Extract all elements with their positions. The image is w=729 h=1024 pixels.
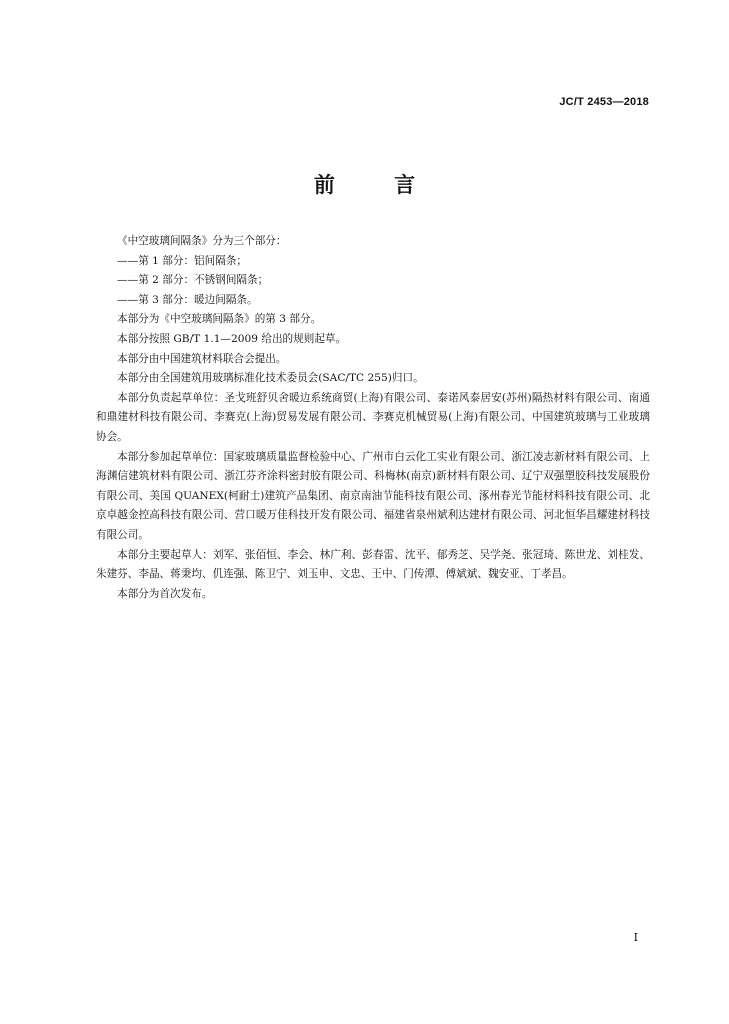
page-title: 前 言 — [313, 173, 442, 197]
paragraph-centralized-by: 本部分由全国建筑用玻璃标准化技术委员会(SAC/TC 255)归口。 — [117, 372, 424, 385]
paragraph-this-part: 本部分为《中空玻璃间隔条》的第 3 部分。 — [117, 313, 322, 326]
paragraph-drafting-rules: 本部分按照 GB/T 1.1—2009 给出的规则起草。 — [117, 332, 347, 345]
paragraph-part-1: ——第 1 部分：铝间隔条； — [117, 254, 248, 267]
paragraph-part-3: ——第 3 部分：暖边间隔条。 — [117, 293, 258, 306]
paragraph-participating-drafters: 本部分参加起草单位：国家玻璃质量监督检验中心、广州市白云化工实业有限公司、浙江凌志新材料有限公司、上海渊信建筑材料有限公司、浙江芬齐涂料密封胶有限公司、科梅林(南京)新材料有限公司、辽宁双强塑胶科技发展股份有限公司、美国 QUANEX(柯耐士)建筑产品集团、南京南油节能科技有限公司、涿州春光节能材料科技有限公司、北京卓越金控高科技有限公司、营口暖万佳科技开发有限公司、福建省泉州斌利达建材有限公司、河北恒华昌耀建材科技有限公司。 — [96, 450, 650, 541]
foreword-body — [96, 232, 650, 604]
paragraph-first-release: 本部分为首次发布。 — [117, 587, 213, 600]
standard-code: JC/T 2453—2018 — [559, 96, 649, 108]
paragraph-main-drafters: 本部分主要起草人：刘军、张佰恒、李会、林广利、彭春雷、沈平、郁秀芝、吴学尧、张冠琦、陈世龙、刘桂发、朱建芬、李晶、蒋秉均、仉连强、陈卫宁、刘玉申、文忠、王中、门传潭、傅斌斌、魏安亚、丁孝昌。 — [96, 548, 650, 581]
page-number: I — [633, 931, 638, 944]
paragraph-responsible-drafters: 本部分负责起草单位：圣戈班舒贝舍暖边系统商贸(上海)有限公司、泰诺风泰居安(苏州)隔热材料有限公司、南通和鼎建材科技有限公司、李赛克(上海)贸易发展有限公司、李赛克机械贸易(上海)有限公司、中国建筑玻璃与工业玻璃协会。 — [96, 391, 650, 443]
paragraph-proposed-by: 本部分由中国建筑材料联合会提出。 — [117, 352, 287, 365]
paragraph-part-2: ——第 2 部分：不锈钢间隔条； — [117, 274, 269, 287]
paragraph-parts-intro: 《中空玻璃间隔条》分为三个部分： — [117, 235, 287, 247]
